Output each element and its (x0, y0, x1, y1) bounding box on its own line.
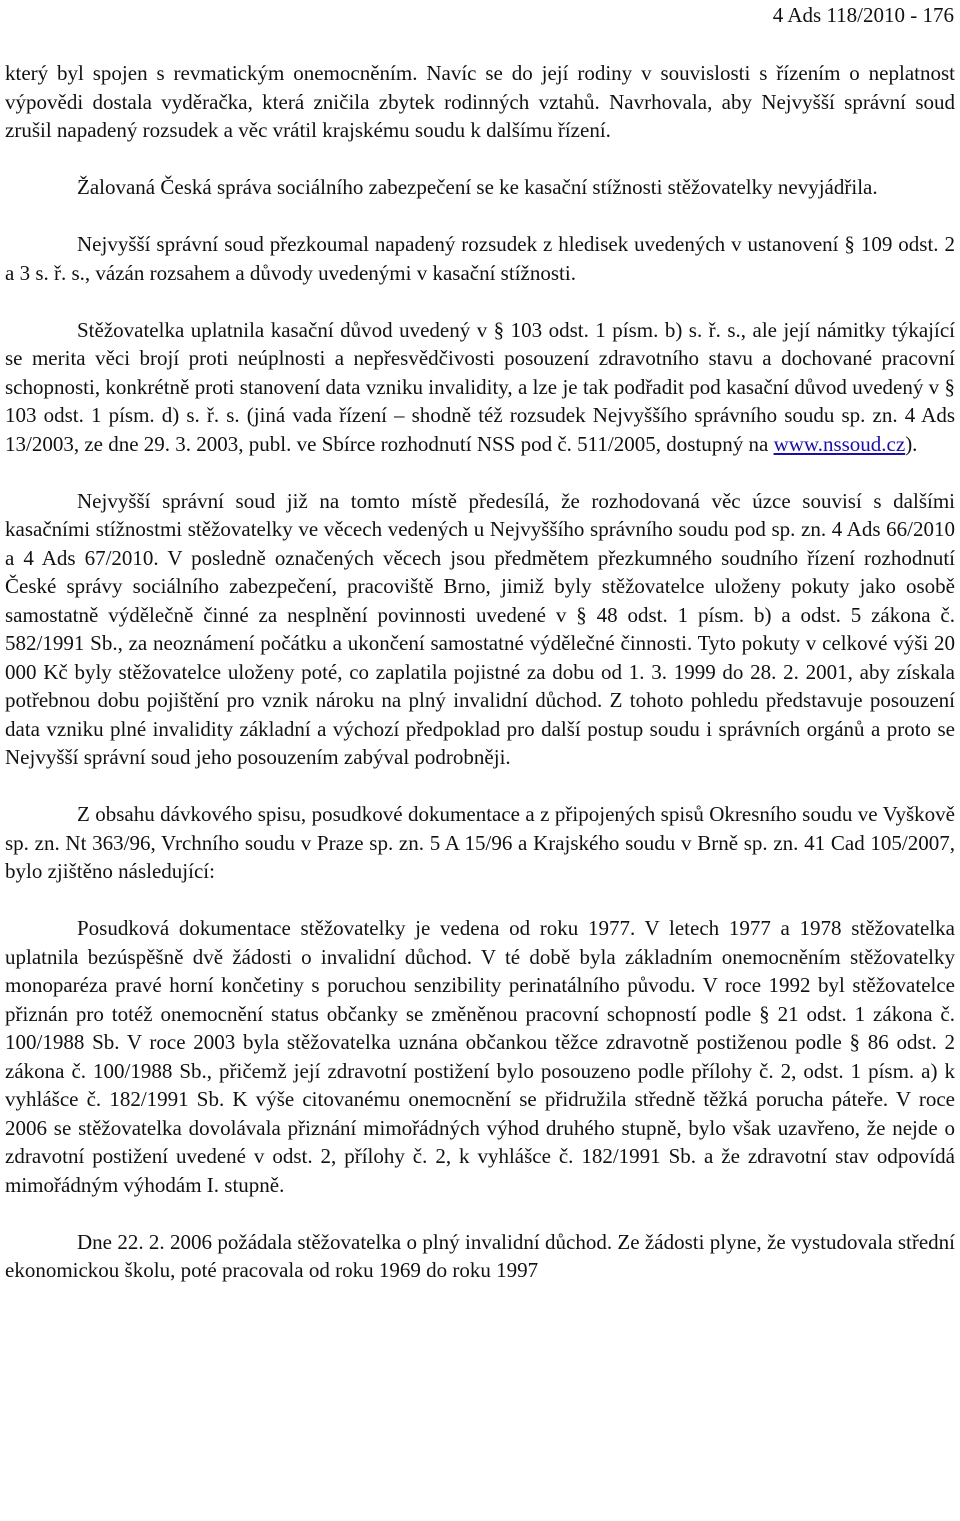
paragraph-review-scope: Nejvyšší správní soud přezkoumal napadený rozsudek z hledisek uvedených v ustanovení § 109 odst. 2 a 3 s. ř. s., vázán rozsahem a důvody uvedenými v kasační stížnosti. (5, 232, 955, 285)
paragraph-pension-application: Dne 22. 2. 2006 požádala stěžovatelka o plný invalidní důchod. Ze žádosti plyne, že vystudovala střední ekonomickou školu, poté pracovala od roku 1969 do roku 1997 (5, 1229, 955, 1282)
paragraph-cassation-ground (5, 316, 955, 459)
nssoud-link[interactable]: www.nssoud.cz (773, 431, 906, 456)
paragraph-continuation: který byl spojen s revmatickým onemocněním. Navíc se do její rodiny v souvislosti s řízením o neplatnost výpovědi dostala vyděračka, která zničila zbytek rodinných vztahů. Navrhovala, aby Nejvyšší správní soud zrušil napadený rozsudek a věc vrátil krajskému soudu k dalšímu řízení. (5, 61, 955, 142)
paragraph-medical-history: Posudková dokumentace stěžovatelky je vedena od roku 1977. V letech 1977 a 1978 stěžovatelka uplatnila bezúspěšně dvě žádosti o invalidní důchod. V té době byla základním onemocněním stěžovatelky monoparéza pravé horní končetiny s poruchou senzibility perinatálního původu. V roce 1992 byl stěžovatelce přiznán pro totéž onemocnění status občanky se změněnou pracovní schopností podle § 21 odst. 1 zákona č. 100/1988 Sb. V roce 2003 byla stěžovatelka uznána občankou těžce zdravotně postiženou podle § 86 odst. 2 zákona č. 100/1988 Sb., přičemž její zdravotní postižení bylo posouzeno podle přílohy č. 2, odst. 1 písm. a) k vyhlášce č. 182/1991 Sb. K výše citovanému onemocnění se přidružila středně těžká porucha páteře. V roce 2006 se stěžovatelka dovolávala přiznání mimořádných výhod druhého stupně, bylo však uzavřeno, že nejde o zdravotní postižení uvedené v odst. 2, přílohy č. 2, k vyhlášce č. 182/1991 Sb. a že zdravotní stav odpovídá mimořádným výhodám I. stupně. (5, 916, 955, 1197)
paragraph-defendant-response: Žalovaná Česká správa sociálního zabezpečení se ke kasační stížnosti stěžovatelky nevyjádřila. (77, 175, 878, 199)
paragraph-cassation-ground-text: Stěžovatelka uplatnila kasační důvod uvedený v § 103 odst. 1 písm. b) s. ř. s., ale její námitky týkající se merita věci brojí proti neúplnosti a nepřesvědčivosti posouzení zdravotního stavu a dochované pracovní schopnosti, konkrétně proti stanovení data vzniku invalidity, a lze je tak podřadit pod kasační důvod uvedený v § 103 odst. 1 písm. d) s. ř. s. (jiná vada řízení – shodně též rozsudek Nejvyššího správního soudu sp. zn. 4 Ads 13/2003, ze dne 29. 3. 2003, publ. ve Sbírce rozhodnutí NSS pod č. 511/2005, dostupný na (5, 317, 955, 456)
paragraph-related-cases: Nejvyšší správní soud již na tomto místě předesílá, že rozhodovaná věc úzce souvisí s dalšími kasačními stížnostmi stěžovatelky ve věcech vedených u Nejvyššího správního soudu pod sp. zn. 4 Ads 66/2010 a 4 Ads 67/2010. V posledně označených věcech jsou předmětem přezkumného soudního řízení rozhodnutí České správy sociálního zabezpečení, pracoviště Brno, jimiž byly stěžovatelce uloženy pokuty jako osobě samostatně výdělečně činné za nesplnění povinnosti uvedené v § 48 odst. 1 písm. b) a odst. 5 zákona č. 582/1991 Sb., za neoznámení počátku a ukončení samostatné výdělečné činnosti. Tyto pokuty v celkové výši 20 000 Kč byly stěžovatelce uloženy poté, co zaplatila pojistné za dobu od 1. 3. 1999 do 28. 2. 2001, aby získala potřebnou dobu pojištění pro vznik nároku na plný invalidní důchod. Z tohoto pohledu představuje posouzení data vzniku plné invalidity základní a výchozí předpoklad pro další postup soudu i správních orgánů a proto se Nejvyšší správní soud jeho posouzením zabýval podrobněji. (5, 488, 955, 769)
case-number-header: 4 Ads 118/2010 - 176 (772, 3, 954, 27)
document-body (5, 59, 955, 1285)
paragraph-file-contents: Z obsahu dávkového spisu, posudkové dokumentace a z připojených spisů Okresního soudu ve Vyškově sp. zn. Nt 363/96, Vrchního soudu v Praze sp. zn. 5 A 15/96 a Krajského soudu v Brně sp. zn. 41 Cad 105/2007, bylo zjištěno následující: (5, 802, 955, 883)
paragraph-cassation-ground-tail: ). (905, 431, 918, 456)
